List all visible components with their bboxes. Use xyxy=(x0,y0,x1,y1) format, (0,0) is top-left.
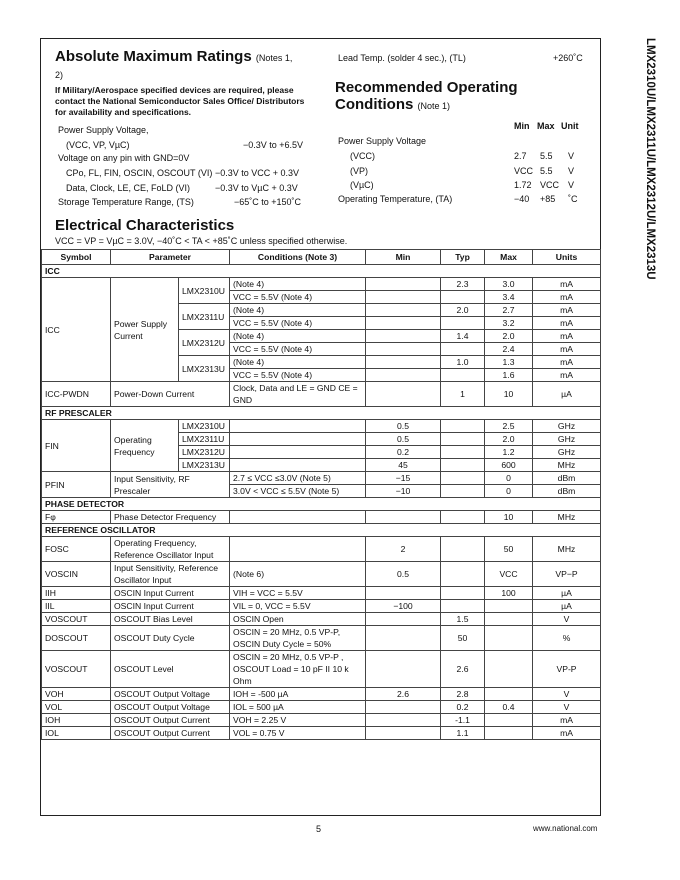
units: V xyxy=(533,701,601,714)
section-rf-prescaler xyxy=(42,407,601,420)
icc-symbol: ICC xyxy=(42,278,111,382)
symbol: DOSCOUT xyxy=(42,626,111,651)
typ xyxy=(441,459,485,472)
max: 600 xyxy=(485,459,533,472)
roc-row-label: (VµC) xyxy=(350,180,374,190)
roc-row-label: (VCC) xyxy=(350,151,375,161)
amr-row-label: Voltage on any pin with GND=0V xyxy=(58,153,190,163)
max: 0 xyxy=(485,472,533,485)
min xyxy=(366,701,441,714)
min: 0.2 xyxy=(366,446,441,459)
parameter: OSCOUT Level xyxy=(111,651,230,688)
max: 1.3 xyxy=(485,356,533,369)
typ xyxy=(441,433,485,446)
typ: 50 xyxy=(441,626,485,651)
units: V xyxy=(533,613,601,626)
min xyxy=(366,278,441,291)
typ: 1.5 xyxy=(441,613,485,626)
electrical-characteristics-table xyxy=(41,249,601,740)
roc-row-unit: ˚C xyxy=(568,194,578,204)
typ xyxy=(441,537,485,562)
amr-title: Absolute Maximum Ratings (Notes 1, xyxy=(55,48,293,65)
amr-row-value: −0.3V to +6.5V xyxy=(243,140,304,150)
max xyxy=(485,600,533,613)
section-label: ICC xyxy=(42,265,601,278)
part-number: LMX2313U xyxy=(179,356,230,382)
section-reference-oscillator xyxy=(42,524,601,537)
icc-row xyxy=(42,278,601,291)
fin-symbol: FIN xyxy=(42,420,111,472)
parameter: OSCOUT Output Voltage xyxy=(111,688,230,701)
header-min: Min xyxy=(366,250,441,265)
parameter: OSCOUT Duty Cycle xyxy=(111,626,230,651)
amr-row-value: −0.3V to VµC + 0.3V xyxy=(215,183,298,193)
units: µA xyxy=(533,382,601,407)
units: µA xyxy=(533,587,601,600)
condition xyxy=(230,446,366,459)
symbol: FOSC xyxy=(42,537,111,562)
icc-parameter: Power Supply Current xyxy=(111,278,179,382)
typ: -1.1 xyxy=(441,714,485,727)
units: mA xyxy=(533,291,601,304)
typ xyxy=(441,446,485,459)
header-symbol: Symbol xyxy=(42,250,111,265)
units: mA xyxy=(533,369,601,382)
typ: 1.4 xyxy=(441,330,485,343)
roc-row-min: −40 xyxy=(514,194,530,204)
amr-row-value: −0.3V to VCC + 0.3V xyxy=(215,168,300,178)
amr-row-label: Storage Temperature Range, (TS) xyxy=(58,197,194,207)
header-conditions: Conditions (Note 3) xyxy=(230,250,366,265)
condition xyxy=(230,433,366,446)
symbol: VOSCOUT xyxy=(42,651,111,688)
condition: (Note 4) xyxy=(230,330,366,343)
side-title: LMX2310U/LMX2311U/LMX2312U/LMX2313U xyxy=(644,38,656,280)
typ: 2.0 xyxy=(441,304,485,317)
condition: (Note 4) xyxy=(230,304,366,317)
typ: 1 xyxy=(441,382,485,407)
units: mA xyxy=(533,356,601,369)
units: GHz xyxy=(533,433,601,446)
typ xyxy=(441,317,485,330)
header-parameter: Parameter xyxy=(111,250,230,265)
roc-row-max: +85 xyxy=(540,194,556,204)
osc-row xyxy=(42,714,601,727)
symbol: VOSCIN xyxy=(42,562,111,587)
units: mA xyxy=(533,317,601,330)
ec-title: Electrical Characteristics xyxy=(55,217,235,234)
condition: VOL = 0.75 V xyxy=(230,727,366,740)
max: VCC xyxy=(485,562,533,587)
typ xyxy=(441,587,485,600)
min xyxy=(366,651,441,688)
max: 2.4 xyxy=(485,343,533,356)
condition: IOL = 500 µA xyxy=(230,701,366,714)
condition: IOH = -500 µA xyxy=(230,688,366,701)
units: GHz xyxy=(533,446,601,459)
units: MHz xyxy=(533,511,601,524)
max: 0 xyxy=(485,485,533,498)
parameter: Input Sensitivity, Reference Oscillator Input xyxy=(111,562,230,587)
min xyxy=(366,714,441,727)
part-number: LMX2311U xyxy=(179,433,230,446)
condition: 2.7 ≤ VCC ≤3.0V (Note 5) xyxy=(230,472,366,485)
units: V xyxy=(533,688,601,701)
min: 2 xyxy=(366,537,441,562)
amr-row-value: −65˚C to +150˚C xyxy=(234,197,302,207)
symbol: VOL xyxy=(42,701,111,714)
min: 45 xyxy=(366,459,441,472)
condition xyxy=(230,511,366,524)
part-number: LMX2310U xyxy=(179,420,230,433)
parameter: OSCOUT Output Voltage xyxy=(111,701,230,714)
condition: OSCIN Open xyxy=(230,613,366,626)
symbol: IOL xyxy=(42,727,111,740)
typ: 2.8 xyxy=(441,688,485,701)
roc-row-max: 5.5 xyxy=(540,151,553,161)
roc-header-max: Max xyxy=(537,121,555,131)
units: dBm xyxy=(533,485,601,498)
roc-row-label: Operating Temperature, (TA) xyxy=(338,194,453,204)
parameter: OSCIN Input Current xyxy=(111,600,230,613)
parameter: OSCOUT Output Current xyxy=(111,714,230,727)
typ xyxy=(441,291,485,304)
symbol: VOH xyxy=(42,688,111,701)
max xyxy=(485,613,533,626)
max: 1.2 xyxy=(485,446,533,459)
units: MHz xyxy=(533,459,601,472)
symbol: IIL xyxy=(42,600,111,613)
parameter: Operating Frequency, Reference Oscillator Input xyxy=(111,537,230,562)
min xyxy=(366,511,441,524)
condition: OSCIN = 20 MHz, 0.5 VP-P , OSCOUT Load = 10 pF II 10 k Ohm xyxy=(230,651,366,688)
symbol: IOH xyxy=(42,714,111,727)
fphi-row xyxy=(42,511,601,524)
part-number: LMX2312U xyxy=(179,330,230,356)
pfin-symbol: PFIN xyxy=(42,472,111,498)
typ: 2.6 xyxy=(441,651,485,688)
condition xyxy=(230,459,366,472)
osc-row xyxy=(42,537,601,562)
typ: 2.3 xyxy=(441,278,485,291)
amr-row-label: (VCC, VP, VµC) xyxy=(66,140,130,150)
amr-row-label: CPo, FL, FIN, OSCIN, OSCOUT (VI) xyxy=(66,168,213,178)
condition: VOH = 2.25 V xyxy=(230,714,366,727)
header-typ: Typ xyxy=(441,250,485,265)
fin-row xyxy=(42,420,601,433)
typ xyxy=(441,562,485,587)
min: 2.6 xyxy=(366,688,441,701)
typ xyxy=(441,511,485,524)
roc-row-unit: V xyxy=(568,166,575,176)
condition: VCC = 5.5V (Note 4) xyxy=(230,317,366,330)
condition: VIL = 0, VCC = 5.5V xyxy=(230,600,366,613)
condition: OSCIN = 20 MHz, 0.5 VP-P, OSCIN Duty Cycle = 50% xyxy=(230,626,366,651)
max: 100 xyxy=(485,587,533,600)
roc-row-max: 5.5 xyxy=(540,166,553,176)
roc-header-min: Min xyxy=(514,121,530,131)
condition: (Note 4) xyxy=(230,278,366,291)
min: 0.5 xyxy=(366,420,441,433)
condition: (Note 6) xyxy=(230,562,366,587)
units: VP-P xyxy=(533,651,601,688)
fphi-parameter: Phase Detector Frequency xyxy=(111,511,230,524)
min xyxy=(366,356,441,369)
pfin-row xyxy=(42,472,601,485)
osc-row xyxy=(42,651,601,688)
pwdn-row xyxy=(42,382,601,407)
amr-row-label: Power Supply Voltage, xyxy=(58,125,149,135)
typ: 1.0 xyxy=(441,356,485,369)
typ xyxy=(441,369,485,382)
osc-row xyxy=(42,727,601,740)
condition: VIH = VCC = 5.5V xyxy=(230,587,366,600)
condition: Clock, Data and LE = GND CE = GND xyxy=(230,382,366,407)
symbol: VOSCOUT xyxy=(42,613,111,626)
units: mA xyxy=(533,278,601,291)
roc-title: Recommended Operating xyxy=(335,79,518,96)
table-header-row xyxy=(42,250,601,265)
max xyxy=(485,626,533,651)
osc-row xyxy=(42,562,601,587)
max xyxy=(485,714,533,727)
min xyxy=(366,587,441,600)
typ xyxy=(441,472,485,485)
typ xyxy=(441,343,485,356)
condition: VCC = 5.5V (Note 4) xyxy=(230,291,366,304)
min: −15 xyxy=(366,472,441,485)
min: −10 xyxy=(366,485,441,498)
parameter: OSCIN Input Current xyxy=(111,587,230,600)
section-label: PHASE DETECTOR xyxy=(42,498,601,511)
units: dBm xyxy=(533,472,601,485)
typ: 0.2 xyxy=(441,701,485,714)
min xyxy=(366,291,441,304)
units: mA xyxy=(533,304,601,317)
parameter: OSCOUT Bias Level xyxy=(111,613,230,626)
max xyxy=(485,688,533,701)
osc-row xyxy=(42,600,601,613)
max: 10 xyxy=(485,382,533,407)
typ xyxy=(441,485,485,498)
max: 3.0 xyxy=(485,278,533,291)
condition: 3.0V < VCC ≤ 5.5V (Note 5) xyxy=(230,485,366,498)
min xyxy=(366,382,441,407)
units: GHz xyxy=(533,420,601,433)
max: 3.2 xyxy=(485,317,533,330)
part-number: LMX2311U xyxy=(179,304,230,330)
max: 3.4 xyxy=(485,291,533,304)
lead-temp-label: Lead Temp. (solder 4 sec.), (TL) xyxy=(338,53,466,63)
typ: 1.1 xyxy=(441,727,485,740)
max: 2.7 xyxy=(485,304,533,317)
symbol: IIH xyxy=(42,587,111,600)
condition: (Note 4) xyxy=(230,356,366,369)
pfin-parameter: Input Sensitivity, RF Prescaler xyxy=(111,472,230,498)
typ xyxy=(441,420,485,433)
roc-row-max: VCC xyxy=(540,180,560,190)
units: µA xyxy=(533,600,601,613)
section-label: RF PRESCALER xyxy=(42,407,601,420)
roc-row-min: 1.72 xyxy=(514,180,532,190)
units: MHz xyxy=(533,537,601,562)
fin-parameter: Operating Frequency xyxy=(111,420,179,472)
roc-row-label: (VP) xyxy=(350,166,368,176)
roc-header-unit: Unit xyxy=(561,121,579,131)
max xyxy=(485,727,533,740)
amr-notes-cont: 2) xyxy=(55,70,64,80)
units: % xyxy=(533,626,601,651)
min: 0.5 xyxy=(366,562,441,587)
min xyxy=(366,369,441,382)
parameter: OSCOUT Output Current xyxy=(111,727,230,740)
condition: VCC = 5.5V (Note 4) xyxy=(230,369,366,382)
part-number: LMX2312U xyxy=(179,446,230,459)
min xyxy=(366,330,441,343)
roc-row-unit: V xyxy=(568,180,575,190)
header-max: Max xyxy=(485,250,533,265)
lead-temp-value: +260˚C xyxy=(553,53,583,63)
min: −100 xyxy=(366,600,441,613)
condition: VCC = 5.5V (Note 4) xyxy=(230,343,366,356)
units: mA xyxy=(533,727,601,740)
min xyxy=(366,343,441,356)
footer-url: www.national.com xyxy=(533,824,598,833)
page-number: 5 xyxy=(316,824,322,834)
max xyxy=(485,651,533,688)
condition xyxy=(230,537,366,562)
amr-row-label: Data, Clock, LE, CE, FoLD (VI) xyxy=(66,183,191,193)
roc-row-unit: V xyxy=(568,151,575,161)
pwdn-symbol: ICC-PWDN xyxy=(42,382,111,407)
roc-row-label: Power Supply Voltage xyxy=(338,136,427,146)
ec-subtitle: VCC = VP = VµC = 3.0V, −40˚C < TA < +85˚C unless specified otherwise. xyxy=(55,236,348,246)
units: mA xyxy=(533,330,601,343)
units: mA xyxy=(533,714,601,727)
roc-title-2: Conditions (Note 1) xyxy=(335,96,451,113)
max: 2.0 xyxy=(485,330,533,343)
pwdn-parameter: Power-Down Current xyxy=(111,382,230,407)
min xyxy=(366,317,441,330)
min xyxy=(366,626,441,651)
osc-row xyxy=(42,701,601,714)
typ xyxy=(441,600,485,613)
section-phase-detector xyxy=(42,498,601,511)
part-number: LMX2310U xyxy=(179,278,230,304)
min xyxy=(366,727,441,740)
amr-warning: If Military/Aerospace specified devices are required, please contact the National Semiconductor Sales Office/ Distributors for availability and specifications. xyxy=(55,85,305,117)
units: VP−P xyxy=(533,562,601,587)
condition xyxy=(230,420,366,433)
roc-row-min: 2.7 xyxy=(514,151,527,161)
units: mA xyxy=(533,343,601,356)
osc-row xyxy=(42,626,601,651)
min: 0.5 xyxy=(366,433,441,446)
max: 2.5 xyxy=(485,420,533,433)
max: 0.4 xyxy=(485,701,533,714)
max: 1.6 xyxy=(485,369,533,382)
osc-row xyxy=(42,688,601,701)
osc-row xyxy=(42,587,601,600)
header-units: Units xyxy=(533,250,601,265)
part-number: LMX2313U xyxy=(179,459,230,472)
section-icc xyxy=(42,265,601,278)
min xyxy=(366,304,441,317)
min xyxy=(366,613,441,626)
max: 50 xyxy=(485,537,533,562)
roc-row-min: VCC xyxy=(514,166,534,176)
osc-row xyxy=(42,613,601,626)
section-label: REFERENCE OSCILLATOR xyxy=(42,524,601,537)
max: 10 xyxy=(485,511,533,524)
max: 2.0 xyxy=(485,433,533,446)
fphi-symbol: Fφ xyxy=(42,511,111,524)
